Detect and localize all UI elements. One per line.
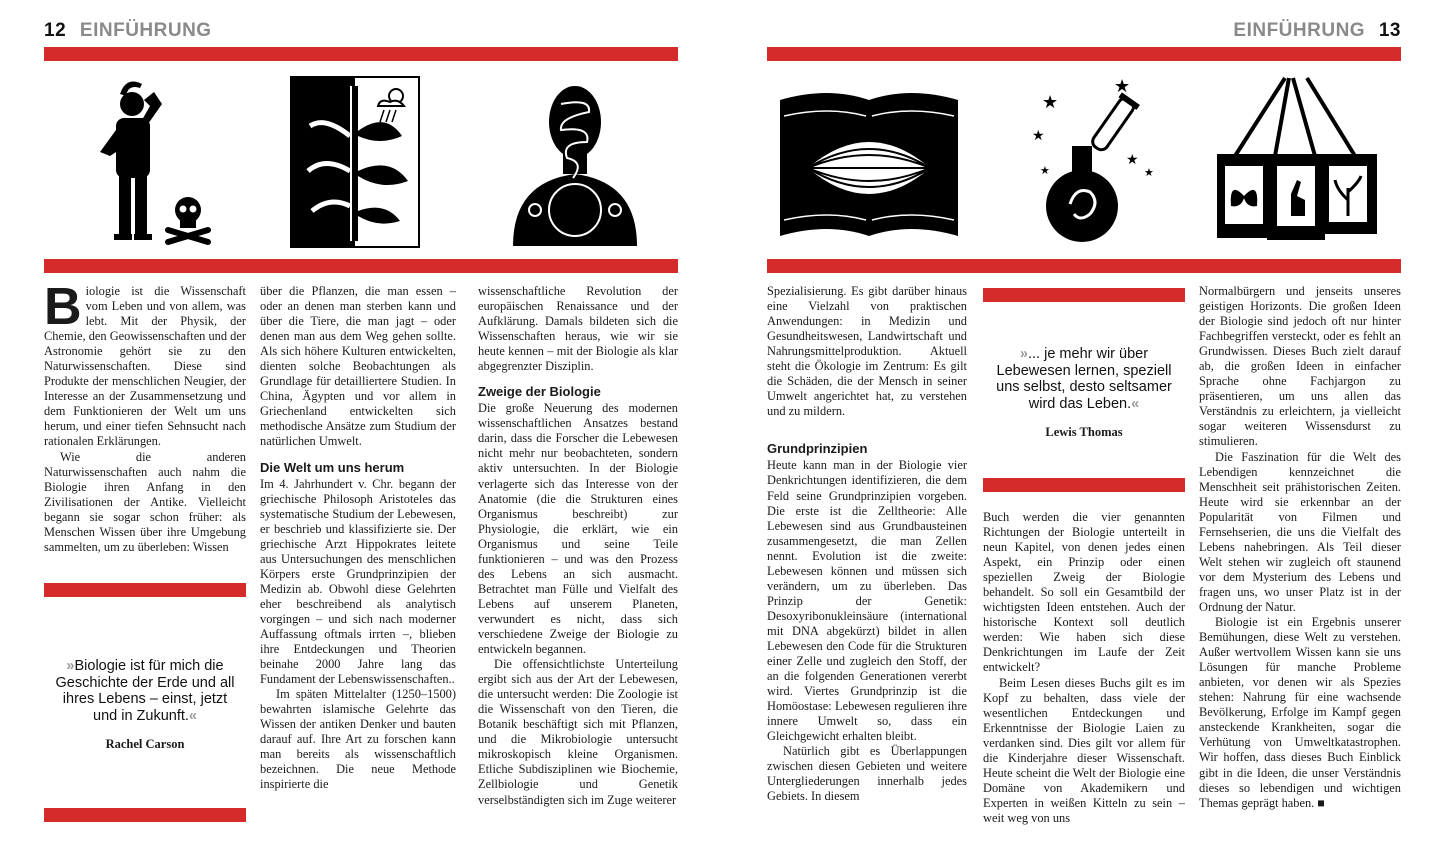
top-red-bar-left bbox=[44, 47, 678, 61]
column6-paragraph-3 bbox=[1199, 615, 1401, 811]
column6-paragraph-1: Normalbürgern und jenseits unseres geistigen Horizonts. Die großen Ideen der Biologie sind jedoch oft nur hinter Fachbegriffen versteckt, oder es fehlt an Grundwissen. Dieses Buch zielt darauf ab, die großen Ideen in einfacher Sprache ohne Fachjargon zu präsentieren, um uns allen das Verständnis zu erleichtern, ja vielleicht sogar weiteren Wissensdurst zu stimulieren. bbox=[1199, 284, 1401, 449]
hanging-frames-nature-icon bbox=[1215, 76, 1385, 248]
open-book-muscle-icon bbox=[778, 86, 960, 246]
flask-embryo-stars-icon bbox=[1030, 76, 1160, 248]
svg-text:★: ★ bbox=[1040, 165, 1050, 177]
column4-paragraph-1: Spezialisierung. Es gibt darüber hinaus eine Vielzahl von praktischen Anwendungen: in Medizin und Gesundheitswesen, Landwirtschaft und Nahrungsmittelproduktion. Aktuell steht die Ökologie im Zentrum: Es gilt die Schäden, die der Mensch in seiner Umwelt angerichtet hat, zu verstehen und zu mildern. bbox=[767, 284, 967, 419]
column3-paragraph-1: wissenschaftliche Revolution der europäischen Renaissance und der Aufklärung. Damals bildeten sich die Wissenschaften heraus, wie wir sie heute kennen – mit der Biologie als klar abgegrenzter Disziplin. bbox=[478, 284, 678, 374]
quote1-author: Rachel Carson bbox=[105, 737, 185, 751]
heading-welt-um-uns-herum: Die Welt um uns herum bbox=[260, 459, 405, 475]
mid-red-bar-left bbox=[44, 259, 678, 273]
thinking-man-skull-icon bbox=[70, 74, 230, 250]
column-5 bbox=[983, 510, 1185, 826]
drop-cap: B bbox=[44, 278, 82, 336]
quote1-text: Biologie ist für mich die Geschichte der Erde und all ihres Lebens – einst, jetzt und in Zukunft. bbox=[55, 658, 235, 724]
column2-paragraph-2: Im 4. Jahrhundert v. Chr. begann der griechische Philosoph Aristoteles das systematische Studium der Lebewesen, er beschrieb und klassifizierte sie. Der griechische Arzt Hippokrates leitete aus Untersuchungen des menschlichen Körpers erste Grundprinzipien der Medizin ab. Obwohl diese Gelehrten eher beschreibend als analytisch vorgingen – und sich nach moderner Auffassung oftmals irrten –, blieben ihre Entdeckungen und Theorien beinahe 2000 Jahre lang das Fundament der Lebenswissenschaften.. bbox=[260, 476, 456, 687]
quote1-close-mark: « bbox=[188, 707, 197, 724]
svg-text:★: ★ bbox=[1126, 153, 1139, 168]
quote1-bottom-bar bbox=[44, 808, 246, 822]
left-page-number: 12 bbox=[44, 20, 67, 41]
quote2-close-mark: « bbox=[1131, 395, 1140, 412]
pull-quote-1 bbox=[54, 658, 236, 724]
quote1-open-mark: » bbox=[66, 658, 75, 674]
column4-paragraph-2: Heute kann man in der Biologie vier Denkrichtungen identifizieren, die dem Feld seine Grundprinzipien vorgeben. Die erste ist die Zelltheorie: Alle Lebewesen sind aus Grundbausteinen zusammengesetzt, die man Zellen nennt. Evolution ist die zweite: Lebewesen können und müssen sich verändern, um zu überleben. Das Prinzip der Genetik: Desoxyribonukleinsäure (international mit DNA abgekürzt) bildet in allen Lebewesen den Code für die Strukturen einer Zelle und zugleich den Stoff, der an die folgenden Generationen vererbt wird. Viertes Grundprinzip ist die Homöostase: Lebewesen regulieren ihre innere Umwelt so, dass ein Gleichgewicht erhalten bleibt. bbox=[767, 458, 967, 744]
heading-zweige-der-biologie: Zweige der Biologie bbox=[478, 384, 601, 400]
column2-paragraph-1: über die Pflanzen, die man essen – oder an denen man sterben kann und über die Tiere, die man jagt – oder denen man aus dem Weg gehen sollte. Als sich höhere Kulturen entwickelten, dienten solche Beobachtungen als Grundlage für detailliertere Studien. In China, Ägypten und vor allem in Griechenland entwickelten sich methodische Ansätze zum Studium der natürlichen Umwelt. bbox=[260, 284, 456, 449]
svg-text:★: ★ bbox=[1042, 92, 1059, 112]
svg-text:★: ★ bbox=[1032, 129, 1045, 144]
column3-paragraph-3: Die offensichtlichste Unterteilung ergibt sich aus der Art der Lebewesen, die untersucht werden: Die Zoologie ist die Wissenschaft von den Tieren, die Botanik beschäftigt sich mit Pflanzen, und die Mikrobiologie untersucht mikroskopisch kleine Organismen. Etliche Subdisziplinen wie Biochemie, Zellbiologie und Genetik verselbständigten sich im Zuge weiterer bbox=[478, 657, 678, 807]
intro-text: iologie ist die Wissenschaft vom Leben und von allem, was lebt. Mit der Physik, der Chemie, den Geowissenschaften und der Astronomie gehört sie zu den Naturwissenschaften. Diese sind Produkte der menschlichen Neugier, der Interesse an der Zusammensetzung und dem Funktionieren der Welt um uns herum, und einer tiefen Sehnsucht nach rationalen Erklärungen. bbox=[44, 284, 246, 449]
heading-grundprinzipien: Grundprinzipien bbox=[767, 441, 868, 457]
quote2-top-bar bbox=[983, 288, 1185, 302]
column5-paragraph-1: Buch werden die vier genannten Richtungen der Biologie unterteilt in neun Kapitel, von denen jedes einen Aspekt, ein Prinzip oder einen speziellen Zweig der Biologie behandelt. So soll ein Gesamtbild der wichtigsten Ideen entstehen. Auch der historische Kontext soll deutlich werden: Wie haben sich diese Denkrichtungen im Laufe der Zeit entwickelt? bbox=[983, 510, 1185, 675]
quote2-author: Lewis Thomas bbox=[1045, 425, 1123, 439]
human-bust-spiral-icon bbox=[505, 78, 645, 248]
column1-paragraph-2: Wie die anderen Naturwissenschaften auch nahm die Biologie ihren Anfang in den Zivilisationen der Antike. Vielleicht begann sie sogar schon früher: als Menschen Wissen über ihre Umgebung sammelten, um zu überleben: Wissen bbox=[44, 449, 246, 554]
mid-red-bar-right bbox=[767, 259, 1401, 273]
column-3 bbox=[478, 284, 678, 808]
right-page-number: 13 bbox=[1378, 20, 1401, 41]
column-4 bbox=[767, 284, 967, 805]
left-folio bbox=[44, 20, 212, 42]
right-folio bbox=[1233, 20, 1401, 42]
svg-text:★: ★ bbox=[1114, 76, 1131, 96]
quote1-top-bar bbox=[44, 583, 246, 597]
column-2 bbox=[260, 284, 456, 793]
pull-quote-2 bbox=[990, 346, 1178, 412]
column3-paragraph-2: Die große Neuerung des modernen wissenschaftlichen Ansatzes bestand darin, dass die Forscher die Lebewesen nicht mehr nur beobachteten, sondern aktiv untersuchten. In der Biologie verlagerte sich das Interesse von der Anatomie (die die Strukturen eines Organismus beschreibt) zur Physiologie, die erklärt, wie ein Organismus und seine Teile funktionieren – und was den Prozess des Lebens an sich ausmacht. Betrachtet man Fülle und Vielfalt des Lebens auf unserem Planeten, verwundert es nicht, dass sich verschiedene Zweige der Biologie zu entwickeln begannen. bbox=[478, 401, 678, 657]
left-section-title: EINFÜHRUNG bbox=[79, 20, 212, 41]
intro-paragraph bbox=[44, 278, 246, 450]
svg-text:★: ★ bbox=[1144, 167, 1154, 179]
top-red-bar-right bbox=[767, 47, 1401, 61]
quote2-open-mark: » bbox=[1019, 346, 1028, 362]
end-mark-icon: ■ bbox=[1317, 795, 1325, 810]
column6-paragraph-2: Die Faszination für die Welt des Lebendigen kennzeichnet die Menschheit seit prähistorischen Zeiten. Heute wird sie erkennbar an der Popularität von Filmen und Fernsehserien, die uns die Vielfalt des Lebens nahebringen. Als Teil dieser Welt stehen wir zugleich oft staunend vor dem Mysterium des Lebens und fragen uns, wo unser Platz ist in der Ordnung der Natur. bbox=[1199, 449, 1401, 614]
column5-paragraph-2: Beim Lesen dieses Buchs gilt es im Kopf zu behalten, dass viele der wesentlichen Entdeckungen und Erkenntnisse der Biologie Laien zu verdanken sind. Dies gilt vor allem für die Kinderjahre dieser Wissenschaft. Heute scheint die Welt der Biologie eine Domäne von Akademikern und Experten in weißen Kitteln zu sein – weit weg von uns bbox=[983, 675, 1185, 825]
quote2-bottom-bar bbox=[983, 478, 1185, 492]
column-6 bbox=[1199, 284, 1401, 811]
column4-paragraph-3: Natürlich gibt es Überlappungen zwischen diesen Gebieten und weitere Untergliederungen innerhalb jedes Gebiets. In diesem bbox=[767, 744, 967, 804]
split-tree-weather-icon bbox=[290, 76, 420, 248]
right-section-title: EINFÜHRUNG bbox=[1233, 20, 1366, 41]
quote2-text: ... je mehr wir über Lebewesen lernen, speziell uns selbst, desto seltsamer wird das Leben. bbox=[996, 346, 1172, 412]
column2-paragraph-3: Im späten Mittelalter (1250–1500) bewahrten islamische Gelehrte das Wissen der antiken Denker und bauten darauf auf. Ihre Art zu forschen kann man bereits als wissenschaftlich bezeichnen. Die neue Methode inspirierte die bbox=[260, 687, 456, 792]
column6-paragraph-3-text: Biologie ist ein Ergebnis unserer Bemühungen, diese Welt zu verstehen. Außer wertvollem Wissen kann sie uns Lösungen für manche Probleme anbieten, vor denen wir als Spezies stehen: Nahrung für eine wachsende Bevölkerung, Erfolge im Kampf gegen ansteckende Krankheiten, sogar die Verhütung von Umweltkatastrophen. Wir hoffen, dass dieses Buch Einblick gibt in die Ideen, die unser Verständnis dieses so lebendigen und wichtigen Themas geprägt haben. bbox=[1199, 615, 1401, 810]
column-1 bbox=[44, 278, 246, 555]
